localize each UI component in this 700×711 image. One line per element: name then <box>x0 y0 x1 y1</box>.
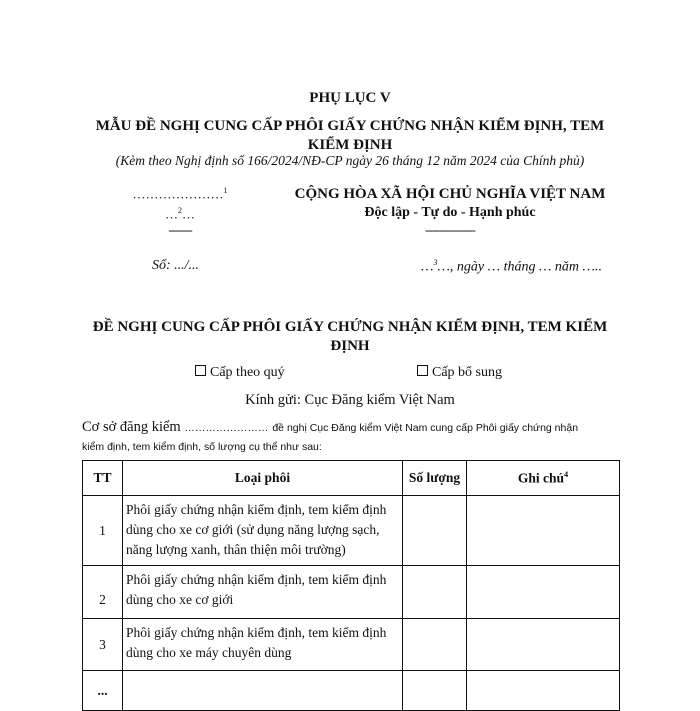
request-paragraph: Cơ sở đăng kiểm …………………… đề nghị Cục Đăng kiểm Việt Nam cung cấp Phôi giấy chứng nhận kiểm định, tem kiểm định, số lượng cụ thể như sau: <box>82 419 579 453</box>
header-tt: TT <box>83 461 123 496</box>
row-number: ... <box>83 671 123 711</box>
header-left-divider: ------- <box>168 222 192 237</box>
material-type-cell: Phôi giấy chứng nhận kiểm định, tem kiểm định dùng cho xe cơ giới <box>123 566 403 619</box>
row-number: 1 <box>83 496 123 566</box>
decree-note: (Kèm theo Nghị định số 166/2024/NĐ-CP ngày 26 tháng 12 năm 2024 của Chính phủ) <box>115 153 585 168</box>
checkbox-icon[interactable] <box>417 365 428 376</box>
header-right-divider: --------------- <box>425 222 475 237</box>
document-number: Số: .../... <box>152 258 200 273</box>
quantity-cell[interactable] <box>403 671 467 711</box>
table-row <box>83 671 620 711</box>
quantity-cell[interactable] <box>403 619 467 671</box>
header-material-type: Loại phôi <box>123 461 403 496</box>
recipient-line: Kính gửi: Cục Đăng kiểm Việt Nam <box>245 392 455 408</box>
national-title: CỘNG HÒA XÃ HỘI CHỦ NGHĨA VIỆT NAM <box>294 186 606 202</box>
checkbox-icon[interactable] <box>195 365 206 376</box>
agency-name-line: …………………$^1$ <box>132 186 228 202</box>
unit-name-line: …$^2$… <box>165 206 195 222</box>
material-type-cell: Phôi giấy chứng nhận kiểm định, tem kiểm định dùng cho xe máy chuyên dùng <box>123 619 403 671</box>
appendix-title: PHỤ LỤC V <box>309 90 391 106</box>
form-title: MẪU ĐỀ NGHỊ CUNG CẤP PHÔI GIẤY CHỨNG NHẬN KIỂM ĐỊNH, TEM KIỂM ĐỊNH <box>95 118 605 153</box>
place-date-line: …$^3$…, ngày … tháng … năm ….. <box>421 258 602 275</box>
document-heading: ĐỀ NGHỊ CUNG CẤP PHÔI GIẤY CHỨNG NHẬN KIỂM ĐỊNH, TEM KIỂM ĐỊNH <box>92 319 608 354</box>
note-cell[interactable] <box>467 671 620 711</box>
national-motto: Độc lập - Tự do - Hạnh phúc <box>364 205 536 220</box>
quantity-cell[interactable] <box>403 496 467 566</box>
option-quarterly[interactable]: Cấp theo quý <box>195 365 285 381</box>
table-row <box>83 619 620 671</box>
option-additional[interactable]: Cấp bổ sung <box>417 365 502 381</box>
table-row <box>83 496 620 566</box>
header-note: Ghi chú$^4$ <box>467 461 620 496</box>
material-type-cell: Phôi giấy chứng nhận kiểm định, tem kiểm định dùng cho xe cơ giới (sử dụng năng lượng sạch, năng lượng xanh, thân thiện môi trường) <box>123 496 403 566</box>
quantity-cell[interactable] <box>403 566 467 619</box>
material-type-cell <box>123 671 403 711</box>
table-header-row <box>83 461 620 496</box>
header-quantity: Số lượng <box>403 461 467 496</box>
note-cell[interactable] <box>467 619 620 671</box>
note-cell[interactable] <box>467 496 620 566</box>
table-row <box>83 566 620 619</box>
note-cell[interactable] <box>467 566 620 619</box>
row-number: 3 <box>83 619 123 671</box>
material-table <box>82 460 620 711</box>
row-number: 2 <box>83 566 123 619</box>
